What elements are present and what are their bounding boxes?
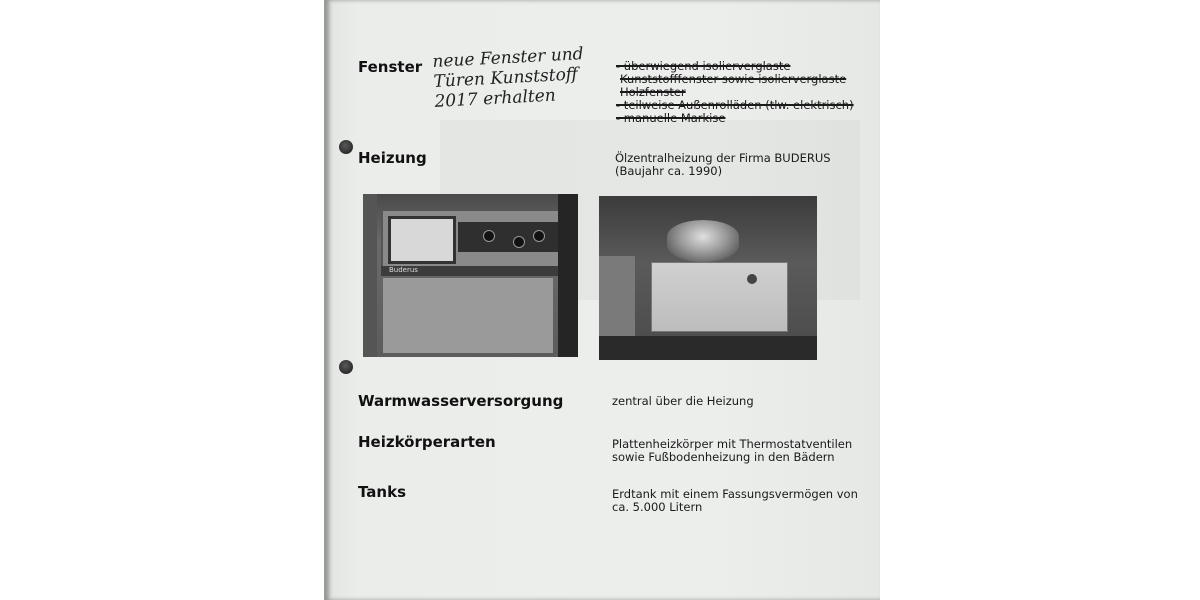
label-heizung: Heizung bbox=[358, 149, 427, 167]
handwritten-line: neue Fenster und bbox=[432, 44, 585, 72]
heizung-line: Ölzentralheizung der Firma BUDERUS bbox=[615, 151, 831, 165]
boiler-display bbox=[388, 216, 456, 264]
tank-photo bbox=[599, 196, 817, 360]
warmwasser-line: zentral über die Heizung bbox=[612, 394, 754, 408]
handwritten-line: Türen Kunststoff bbox=[433, 64, 579, 92]
handwritten-note bbox=[432, 43, 605, 112]
heizkoerper-line: Plattenheizkörper mit Thermostatventilen bbox=[612, 437, 853, 451]
fenster-line: - manuelle Markise bbox=[616, 111, 726, 125]
punch-hole-top bbox=[339, 140, 353, 154]
fenster-line: - überwiegend isolierverglaste bbox=[616, 59, 791, 73]
boiler-controls bbox=[458, 222, 568, 252]
fenster-line: - teilweise Außenrolläden (tlw. elektrisch) bbox=[616, 98, 854, 112]
boiler-brand-label: Buderus bbox=[389, 266, 418, 274]
label-heizkoerper: Heizkörperarten bbox=[358, 433, 496, 451]
tank-housing bbox=[651, 262, 788, 332]
fenster-line: Holzfenster bbox=[620, 85, 686, 99]
punch-hole-bottom bbox=[339, 360, 353, 374]
fenster-line: Kunststofffenster sowie isolierverglaste bbox=[620, 72, 847, 86]
heizung-line: (Baujahr ca. 1990) bbox=[615, 164, 723, 178]
tank-burner bbox=[667, 220, 739, 262]
tanks-line: ca. 5.000 Litern bbox=[612, 500, 703, 514]
heizkoerper-line: sowie Fußbodenheizung in den Bädern bbox=[612, 450, 835, 464]
label-fenster: Fenster bbox=[358, 58, 423, 76]
label-tanks: Tanks bbox=[358, 483, 407, 501]
boiler-photo bbox=[363, 194, 578, 357]
tanks-line: Erdtank mit einem Fassungsvermögen von bbox=[612, 487, 858, 501]
label-warmwasser: Warmwasserversorgung bbox=[358, 392, 564, 410]
handwritten-line: 2017 erhalten bbox=[434, 85, 557, 112]
